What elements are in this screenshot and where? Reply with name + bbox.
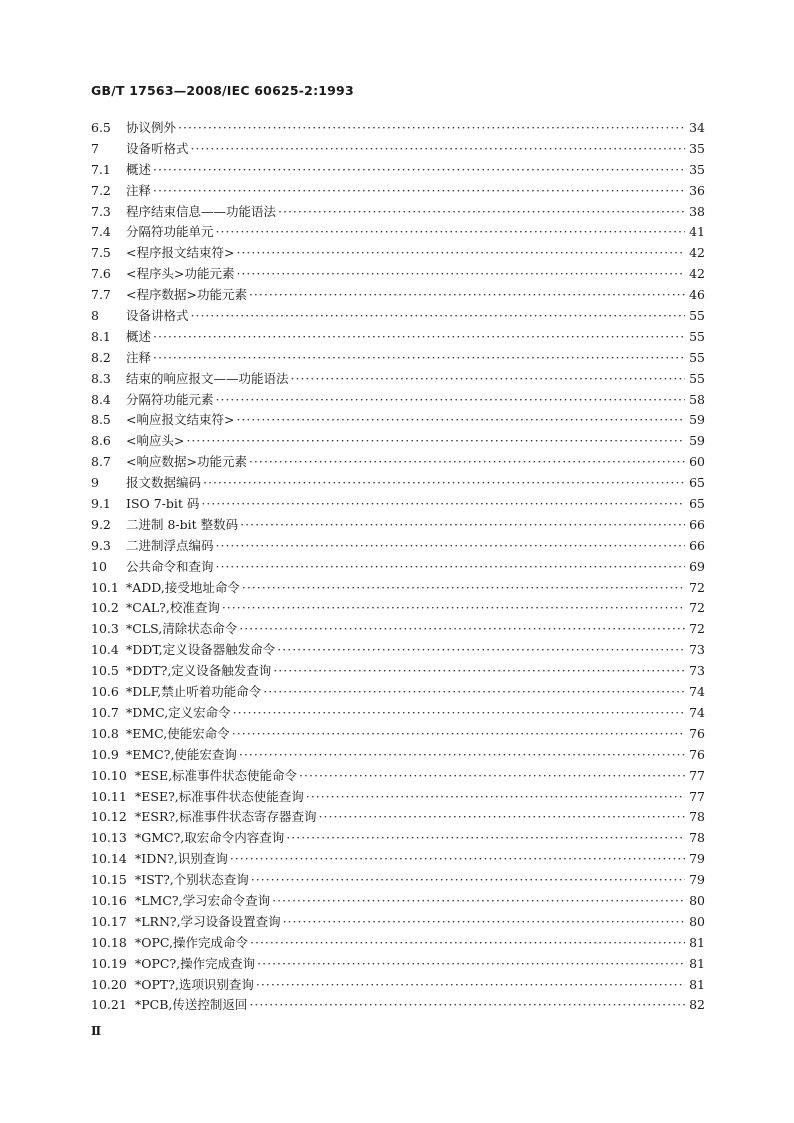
toc-entry-title: 公共命令和查询 [126,558,214,574]
toc-dot-leader [291,369,685,390]
toc-entry-page: 38 [689,203,705,219]
toc-entry-title: *PCB,传送控制返回 [135,997,248,1013]
toc-entry [91,494,705,515]
toc-entry-number: 10.21 [91,997,127,1013]
toc-entry [91,160,705,181]
toc-entry-page: 55 [689,349,705,365]
toc-entry-title: 概述 [126,328,152,344]
toc-dot-leader [240,515,685,536]
toc-dot-leader [249,995,685,1016]
toc-entry-number: 7.7 [91,287,111,303]
toc-entry-page: 78 [689,809,705,825]
toc-entry-page: 59 [689,412,705,428]
toc-entry-title: <响应头> [126,433,185,449]
toc-entry-page: 76 [689,725,705,741]
toc-entry-number: 10.8 [91,725,119,741]
toc-dot-leader [233,703,685,724]
toc-entry-page: 35 [689,140,705,156]
toc-dot-leader [191,139,685,160]
toc-entry-title: <程序报文结束符> [126,245,235,261]
toc-dot-leader [191,306,685,327]
toc-dot-leader [306,787,685,808]
toc-entry-number: 10.19 [91,955,127,971]
toc-entry [91,410,705,431]
toc-dot-leader [236,264,685,285]
toc-dot-leader [236,410,685,431]
toc-dot-leader [201,494,685,515]
toc-dot-leader [286,828,685,849]
toc-entry-title: <程序头>功能元素 [126,266,235,282]
toc-entry-page: 72 [689,621,705,637]
toc-entry [91,222,705,243]
toc-entry [91,431,705,452]
toc-entry-title: 设备讲格式 [126,308,189,324]
toc-entry [91,849,705,870]
toc-entry-number: 10.20 [91,976,127,992]
toc-dot-leader [239,745,685,766]
toc-dot-leader [278,202,685,223]
toc-dot-leader [186,431,685,452]
toc-dot-leader [249,285,685,306]
toc-entry-title: 分隔符功能单元 [126,224,214,240]
toc-entry-number: 10.14 [91,851,127,867]
toc-entry-number: 10.6 [91,684,119,700]
toc-entry-number: 7.3 [91,203,111,219]
toc-entry [91,243,705,264]
toc-entry-title: *ESE?,标准事件状态使能查询 [135,788,304,804]
toc-entry [91,390,705,411]
toc-entry-number: 10.7 [91,704,119,720]
toc-entry [91,202,705,223]
toc-entry [91,327,705,348]
toc-entry-page: 65 [689,475,705,491]
toc-dot-leader [230,849,685,870]
toc-entry-number: 7.2 [91,182,111,198]
toc-entry-page: 80 [689,892,705,908]
toc-dot-leader [242,578,685,599]
toc-entry-number: 7.4 [91,224,111,240]
toc-entry [91,515,705,536]
toc-entry-page: 81 [689,976,705,992]
toc-entry-number: 7 [91,140,99,156]
toc-entry-number: 8.2 [91,349,111,365]
toc-entry-title: 报文数据编码 [126,475,202,491]
toc-entry-page: 55 [689,370,705,386]
toc-entry-title: 协议例外 [126,120,177,135]
toc-entry-title: *LMC?,学习宏命令查询 [135,892,271,908]
toc-entry [91,724,705,745]
toc-entry-title: 二进制 8-bit 整数码 [126,516,239,532]
toc-dot-leader [222,598,685,619]
toc-dot-leader [153,181,685,202]
toc-entry-number: 8.7 [91,454,111,470]
toc-entry [91,139,705,160]
toc-entry-page: 42 [689,266,705,282]
toc-entry-number: 10.18 [91,934,127,950]
toc-entry-title: *GMC?,取宏命令内容查询 [135,830,285,846]
toc-entry-title: 结束的响应报文——功能语法 [126,370,289,386]
toc-dot-leader [232,724,685,745]
toc-entry-page: 66 [689,516,705,532]
toc-entry-title: *ESE,标准事件状态使能命令 [135,767,298,783]
table-of-contents [91,118,705,1016]
toc-entry [91,348,705,369]
toc-entry-title: *CLS,清除状态命令 [126,621,238,637]
toc-entry-title: <响应数据>功能元素 [126,454,247,470]
toc-dot-leader [249,452,685,473]
toc-entry-page: 35 [689,161,705,177]
toc-entry-page: 78 [689,830,705,846]
toc-entry-number: 8.4 [91,391,111,407]
toc-entry-title: 程序结束信息——功能语法 [126,203,277,219]
toc-dot-leader [236,243,685,264]
toc-entry-title: <程序数据>功能元素 [126,287,247,303]
toc-entry-title: *IDN?,识别查询 [135,851,228,867]
toc-dot-leader [263,682,685,703]
page-number-roman: Ⅱ [91,1024,102,1038]
toc-entry-number: 7.6 [91,266,111,282]
toc-entry-page: 77 [689,788,705,804]
toc-entry-title: *DLF,禁止听着功能命令 [126,684,262,700]
toc-dot-leader [178,118,685,139]
toc-entry [91,682,705,703]
toc-entry-title: *DDT,定义设备器触发命令 [126,642,276,658]
toc-dot-leader [203,473,685,494]
toc-entry-title: 概述 [126,161,152,177]
toc-entry-page: 60 [689,454,705,470]
toc-entry-number: 10 [91,558,107,574]
toc-dot-leader [251,870,685,891]
toc-entry [91,598,705,619]
toc-entry-number: 10.17 [91,913,127,929]
toc-entry-title: 注释 [126,182,152,198]
toc-entry-number: 8.1 [91,328,111,344]
toc-entry-page: 79 [689,872,705,888]
toc-entry-number: 8.5 [91,412,111,428]
toc-entry [91,995,705,1016]
toc-entry [91,807,705,828]
toc-entry [91,306,705,327]
toc-dot-leader [256,975,685,996]
toc-entry [91,264,705,285]
toc-entry [91,619,705,640]
toc-entry [91,118,705,139]
toc-entry [91,912,705,933]
toc-entry-page: 73 [689,663,705,679]
toc-dot-leader [239,619,685,640]
toc-entry-number: 10.1 [91,579,119,595]
toc-entry-title: *CAL?,校准查询 [126,600,220,616]
toc-entry-page: 81 [689,934,705,950]
toc-entry-number: 10.9 [91,746,119,762]
toc-entry-page: 42 [689,245,705,261]
toc-entry [91,954,705,975]
toc-entry-page: 36 [689,182,705,198]
toc-entry-title: *EMC,使能宏命令 [126,725,230,741]
toc-entry-number: 10.5 [91,663,119,679]
toc-entry-page: 65 [689,496,705,512]
toc-dot-leader [273,661,685,682]
toc-entry-page: 74 [689,684,705,700]
toc-entry-page: 72 [689,579,705,595]
toc-dot-leader [153,327,685,348]
toc-entry [91,828,705,849]
toc-entry-number: 8.3 [91,370,111,386]
toc-entry-page: 55 [689,328,705,344]
toc-entry [91,578,705,599]
toc-entry [91,285,705,306]
toc-entry [91,661,705,682]
toc-dot-leader [277,640,685,661]
toc-entry-page: 81 [689,955,705,971]
toc-dot-leader [272,891,685,912]
toc-entry-title: 二进制浮点编码 [126,537,214,553]
toc-entry-page: 58 [689,391,705,407]
toc-entry-page: 76 [689,746,705,762]
toc-entry-page: 46 [689,287,705,303]
toc-entry-number: 9.1 [91,496,111,512]
toc-entry [91,473,705,494]
toc-entry-number: 8.6 [91,433,111,449]
toc-entry [91,181,705,202]
toc-entry-title: *OPT?,选项识别查询 [135,976,254,992]
toc-dot-leader [216,390,685,411]
toc-entry-number: 10.15 [91,872,127,888]
toc-entry-title: *ADD,接受地址命令 [126,579,240,595]
toc-entry-page: 72 [689,600,705,616]
toc-entry-title: *DDT?,定义设备触发查询 [126,663,272,679]
toc-entry-page: 82 [689,997,705,1013]
toc-entry-number: 9.2 [91,516,111,532]
toc-entry-title: *OPC?,操作完成查询 [135,955,256,971]
toc-entry-number: 9.3 [91,537,111,553]
toc-entry-number: 6.5 [91,120,111,135]
toc-entry-page: 79 [689,851,705,867]
toc-entry-title: *DMC,定义宏命令 [126,704,231,720]
toc-dot-leader [216,536,685,557]
toc-entry [91,557,705,578]
toc-entry [91,640,705,661]
toc-entry-title: ISO 7-bit 码 [126,496,200,512]
toc-entry-page: 59 [689,433,705,449]
toc-entry-page: 66 [689,537,705,553]
toc-entry-number: 10.10 [91,767,127,783]
toc-entry-title: <响应报文结束符> [126,412,235,428]
toc-entry-page: 73 [689,642,705,658]
toc-entry [91,452,705,473]
toc-entry-title: *ESR?,标准事件状态寄存器查询 [135,809,317,825]
toc-entry-title: 注释 [126,349,152,365]
toc-entry-title: *LRN?,学习设备设置查询 [135,913,281,929]
toc-entry-title: 设备听格式 [126,140,189,156]
toc-entry-number: 10.12 [91,809,127,825]
toc-entry-page: 69 [689,558,705,574]
toc-entry-number: 8 [91,308,99,324]
toc-dot-leader [216,222,685,243]
toc-entry [91,933,705,954]
toc-dot-leader [153,348,685,369]
toc-entry-number: 10.4 [91,642,119,658]
toc-dot-leader [257,954,685,975]
toc-entry-title: *EMC?,使能宏查询 [126,746,237,762]
toc-entry-number: 7.5 [91,245,111,261]
toc-entry-page: 55 [689,308,705,324]
toc-dot-leader [319,807,685,828]
toc-entry [91,766,705,787]
toc-entry-number: 10.11 [91,788,127,804]
toc-entry-number: 10.13 [91,830,127,846]
toc-entry [91,975,705,996]
toc-dot-leader [250,933,685,954]
toc-entry-page: 77 [689,767,705,783]
toc-entry-page: 80 [689,913,705,929]
toc-entry-number: 7.1 [91,161,111,177]
toc-dot-leader [153,160,685,181]
toc-entry-number: 10.2 [91,600,119,616]
toc-entry-page: 41 [689,224,705,240]
toc-dot-leader [216,557,685,578]
toc-entry-page: 34 [689,120,705,135]
toc-entry [91,536,705,557]
toc-dot-leader [299,766,685,787]
toc-entry-title: *OPC,操作完成命令 [135,934,249,950]
toc-entry-title: 分隔符功能元素 [126,391,214,407]
toc-entry-number: 10.3 [91,621,119,637]
toc-entry-page: 74 [689,704,705,720]
toc-entry [91,745,705,766]
toc-entry [91,787,705,808]
toc-entry-number: 9 [91,475,99,491]
toc-entry-title: *IST?,个别状态查询 [135,872,249,888]
document-header-code: GB/T 17563—2008/IEC 60625-2:1993 [91,83,354,98]
toc-entry [91,870,705,891]
toc-dot-leader [283,912,685,933]
toc-entry [91,891,705,912]
toc-entry [91,703,705,724]
toc-entry-number: 10.16 [91,892,127,908]
toc-entry [91,369,705,390]
